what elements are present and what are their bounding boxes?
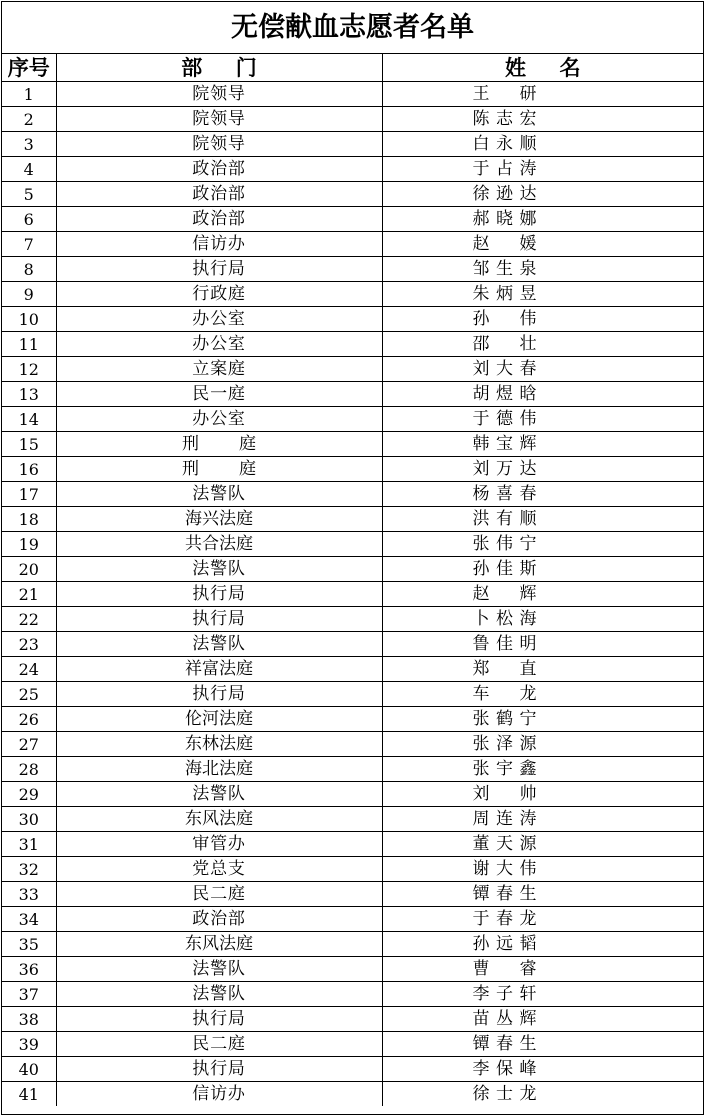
table-row (2, 582, 703, 607)
row-department-cell (56, 707, 382, 732)
row-department: 伦河法庭 (185, 708, 253, 729)
row-index: 8 (2, 257, 56, 282)
row-index: 13 (2, 382, 56, 407)
row-name: 张伟宁 (472, 533, 537, 554)
table-row (2, 357, 703, 382)
row-name-cell (382, 807, 703, 832)
row-department: 法警队 (192, 558, 246, 579)
row-index: 39 (2, 1032, 56, 1057)
row-department: 院领导 (192, 83, 246, 104)
table-row (2, 232, 703, 257)
row-name: 李子轩 (472, 983, 537, 1004)
row-department-cell (56, 157, 382, 182)
row-department-cell (56, 632, 382, 657)
row-name: 洪有顺 (472, 508, 537, 529)
table-row (2, 132, 703, 157)
row-name: 卜松海 (472, 608, 537, 629)
row-name-cell (382, 307, 703, 332)
row-department: 执行局 (192, 258, 246, 279)
row-name-cell (382, 957, 703, 982)
row-index: 15 (2, 432, 56, 457)
row-name: 镡春生 (472, 883, 537, 904)
table-row (2, 857, 703, 882)
table-row (2, 632, 703, 657)
row-name: 曹睿 (472, 958, 537, 979)
header-index: 序号 (2, 54, 56, 82)
row-department: 院领导 (192, 108, 246, 129)
row-department-cell (56, 782, 382, 807)
row-name: 韩宝辉 (472, 433, 537, 454)
row-index: 10 (2, 307, 56, 332)
row-index: 37 (2, 982, 56, 1007)
row-name: 车龙 (472, 683, 537, 704)
row-name: 于德伟 (472, 408, 537, 429)
row-department-cell (56, 457, 382, 482)
table-row (2, 882, 703, 907)
row-name-cell (382, 1007, 703, 1032)
row-department: 民二庭 (192, 883, 246, 904)
row-name: 镡春生 (472, 1033, 537, 1054)
row-department: 民二庭 (192, 1033, 246, 1054)
row-index: 30 (2, 807, 56, 832)
row-department: 祥富法庭 (185, 658, 253, 679)
row-name-cell (382, 407, 703, 432)
row-department-cell (56, 957, 382, 982)
table-row (2, 982, 703, 1007)
row-name-cell (382, 757, 703, 782)
table-row (2, 482, 703, 507)
row-name: 赵媛 (472, 233, 537, 254)
table-row (2, 807, 703, 832)
row-department: 办公室 (192, 308, 246, 329)
row-department: 刑庭 (182, 433, 256, 454)
table-row (2, 732, 703, 757)
row-index: 6 (2, 207, 56, 232)
row-department: 政治部 (192, 183, 246, 204)
row-name: 邵壮 (472, 333, 537, 354)
row-department: 法警队 (192, 783, 246, 804)
row-name-cell (382, 732, 703, 757)
row-name: 孙远韬 (472, 933, 537, 954)
row-name-cell (382, 707, 703, 732)
row-name-cell (382, 882, 703, 907)
table-row (2, 832, 703, 857)
table-row (2, 932, 703, 957)
table-row (2, 332, 703, 357)
row-department-cell (56, 232, 382, 257)
row-name-cell (382, 832, 703, 857)
row-index: 25 (2, 682, 56, 707)
row-name: 苗丛辉 (472, 1008, 537, 1029)
row-department: 法警队 (192, 633, 246, 654)
row-department: 信访办 (192, 233, 246, 254)
table-row (2, 757, 703, 782)
row-index: 28 (2, 757, 56, 782)
table-row (2, 682, 703, 707)
row-name: 郑直 (472, 658, 537, 679)
row-department-cell (56, 407, 382, 432)
row-department-cell (56, 732, 382, 757)
row-department: 法警队 (192, 983, 246, 1004)
row-name-cell (382, 432, 703, 457)
row-name-cell (382, 982, 703, 1007)
row-department-cell (56, 507, 382, 532)
row-department: 海兴法庭 (185, 508, 253, 529)
row-index: 23 (2, 632, 56, 657)
row-department: 东林法庭 (185, 733, 253, 754)
row-name-cell (382, 932, 703, 957)
row-index: 26 (2, 707, 56, 732)
row-department-cell (56, 1007, 382, 1032)
header-name: 姓名 (382, 54, 703, 82)
table-row (2, 707, 703, 732)
row-department: 政治部 (192, 158, 246, 179)
row-index: 34 (2, 907, 56, 932)
row-name-cell (382, 182, 703, 207)
row-department: 院领导 (192, 133, 246, 154)
row-name-cell (382, 632, 703, 657)
table-row (2, 1032, 703, 1057)
row-department-cell (56, 532, 382, 557)
row-department: 办公室 (192, 408, 246, 429)
table-body (2, 82, 703, 1107)
table-row (2, 1082, 703, 1107)
row-name: 王研 (472, 83, 537, 104)
row-department: 执行局 (192, 608, 246, 629)
row-department: 法警队 (192, 958, 246, 979)
table-row (2, 1007, 703, 1032)
row-department: 海北法庭 (185, 758, 253, 779)
row-department: 东风法庭 (185, 933, 253, 954)
row-department-cell (56, 357, 382, 382)
row-department: 执行局 (192, 1008, 246, 1029)
row-name: 杨喜春 (472, 483, 537, 504)
row-name: 郝晓娜 (472, 208, 537, 229)
row-department-cell (56, 907, 382, 932)
row-name-cell (382, 157, 703, 182)
row-name: 邹生泉 (472, 258, 537, 279)
volunteer-list-sheet (1, 1, 704, 1115)
row-department: 党总支 (192, 858, 246, 879)
row-index: 38 (2, 1007, 56, 1032)
table-row (2, 607, 703, 632)
row-department-cell (56, 482, 382, 507)
row-index: 16 (2, 457, 56, 482)
row-department-cell (56, 932, 382, 957)
row-name: 孙伟 (472, 308, 537, 329)
table-row (2, 107, 703, 132)
row-department: 共合法庭 (185, 533, 253, 554)
row-index: 40 (2, 1057, 56, 1082)
row-name: 刘帅 (472, 783, 537, 804)
row-index: 1 (2, 82, 56, 107)
row-name: 于春龙 (472, 908, 537, 929)
row-index: 3 (2, 132, 56, 157)
row-name: 孙佳斯 (472, 558, 537, 579)
row-index: 36 (2, 957, 56, 982)
row-index: 2 (2, 107, 56, 132)
row-department-cell (56, 857, 382, 882)
row-department-cell (56, 557, 382, 582)
row-name: 李保峰 (472, 1058, 537, 1079)
row-index: 4 (2, 157, 56, 182)
table-row (2, 1057, 703, 1082)
row-department-cell (56, 82, 382, 107)
row-department-cell (56, 657, 382, 682)
row-department-cell (56, 882, 382, 907)
row-index: 22 (2, 607, 56, 632)
row-name: 张泽源 (472, 733, 537, 754)
row-index: 7 (2, 232, 56, 257)
row-name-cell (382, 232, 703, 257)
row-name-cell (382, 482, 703, 507)
table-row (2, 432, 703, 457)
row-index: 19 (2, 532, 56, 557)
row-index: 5 (2, 182, 56, 207)
row-name-cell (382, 132, 703, 157)
row-department: 政治部 (192, 208, 246, 229)
table-row (2, 157, 703, 182)
table-row (2, 182, 703, 207)
row-department: 审管办 (192, 833, 246, 854)
row-name-cell (382, 1057, 703, 1082)
header-department: 部门 (56, 54, 382, 82)
row-name-cell (382, 907, 703, 932)
row-department: 执行局 (192, 583, 246, 604)
row-name: 谢大伟 (472, 858, 537, 879)
row-index: 9 (2, 282, 56, 307)
row-name: 张宇鑫 (472, 758, 537, 779)
row-name: 张鹤宁 (472, 708, 537, 729)
row-department: 行政庭 (192, 283, 246, 304)
row-name-cell (382, 857, 703, 882)
row-department-cell (56, 982, 382, 1007)
row-department-cell (56, 832, 382, 857)
row-department-cell (56, 307, 382, 332)
row-name-cell (382, 782, 703, 807)
row-index: 29 (2, 782, 56, 807)
table-row (2, 382, 703, 407)
row-name-cell (382, 682, 703, 707)
row-department-cell (56, 607, 382, 632)
table-row (2, 457, 703, 482)
row-index: 27 (2, 732, 56, 757)
row-name-cell (382, 257, 703, 282)
row-department-cell (56, 382, 382, 407)
row-department-cell (56, 432, 382, 457)
row-department-cell (56, 207, 382, 232)
row-name-cell (382, 382, 703, 407)
table-row (2, 907, 703, 932)
row-index: 21 (2, 582, 56, 607)
row-department: 执行局 (192, 683, 246, 704)
table-row (2, 782, 703, 807)
row-department: 民一庭 (192, 383, 246, 404)
row-name: 徐逊达 (472, 183, 537, 204)
row-name: 白永顺 (472, 133, 537, 154)
row-index: 18 (2, 507, 56, 532)
table-row (2, 82, 703, 107)
row-department-cell (56, 282, 382, 307)
row-name-cell (382, 457, 703, 482)
row-index: 33 (2, 882, 56, 907)
row-department-cell (56, 332, 382, 357)
row-department-cell (56, 682, 382, 707)
row-name-cell (382, 357, 703, 382)
row-name-cell (382, 207, 703, 232)
row-department: 法警队 (192, 483, 246, 504)
row-name: 鲁佳明 (472, 633, 537, 654)
row-department-cell (56, 1057, 382, 1082)
row-name: 徐士龙 (472, 1083, 537, 1104)
row-department: 刑庭 (182, 458, 256, 479)
table-row (2, 657, 703, 682)
row-department-cell (56, 257, 382, 282)
row-department-cell (56, 107, 382, 132)
table-row (2, 282, 703, 307)
row-department: 办公室 (192, 333, 246, 354)
table-row (2, 957, 703, 982)
row-name-cell (382, 532, 703, 557)
row-index: 20 (2, 557, 56, 582)
row-department-cell (56, 1082, 382, 1107)
row-department-cell (56, 807, 382, 832)
row-department: 信访办 (192, 1083, 246, 1104)
row-department: 立案庭 (192, 358, 246, 379)
table-row (2, 557, 703, 582)
row-name-cell (382, 332, 703, 357)
row-index: 14 (2, 407, 56, 432)
row-name: 刘大春 (472, 358, 537, 379)
row-index: 12 (2, 357, 56, 382)
row-name-cell (382, 507, 703, 532)
row-name: 赵辉 (472, 583, 537, 604)
row-name-cell (382, 1082, 703, 1107)
row-name-cell (382, 82, 703, 107)
row-name: 陈志宏 (472, 108, 537, 129)
row-name-cell (382, 607, 703, 632)
row-department: 政治部 (192, 908, 246, 929)
table-row (2, 257, 703, 282)
table-row (2, 507, 703, 532)
row-name: 朱炳昱 (472, 283, 537, 304)
row-name-cell (382, 657, 703, 682)
row-index: 31 (2, 832, 56, 857)
table-row (2, 532, 703, 557)
row-name-cell (382, 557, 703, 582)
table-header-row (2, 54, 703, 82)
row-index: 35 (2, 932, 56, 957)
volunteer-table (2, 54, 703, 1106)
row-name: 周连涛 (472, 808, 537, 829)
row-name: 刘万达 (472, 458, 537, 479)
table-row (2, 407, 703, 432)
row-department-cell (56, 1032, 382, 1057)
page-title: 无偿献血志愿者名单 (2, 2, 703, 54)
row-name: 胡煜晗 (472, 383, 537, 404)
row-name: 于占涛 (472, 158, 537, 179)
row-index: 11 (2, 332, 56, 357)
row-name: 董天源 (472, 833, 537, 854)
row-name-cell (382, 582, 703, 607)
row-index: 41 (2, 1082, 56, 1107)
row-name-cell (382, 282, 703, 307)
row-name-cell (382, 107, 703, 132)
row-name-cell (382, 1032, 703, 1057)
table-row (2, 307, 703, 332)
table-row (2, 207, 703, 232)
row-department-cell (56, 182, 382, 207)
row-department-cell (56, 582, 382, 607)
row-department: 东风法庭 (185, 808, 253, 829)
row-index: 32 (2, 857, 56, 882)
row-department-cell (56, 132, 382, 157)
row-department: 执行局 (192, 1058, 246, 1079)
row-index: 17 (2, 482, 56, 507)
row-department-cell (56, 757, 382, 782)
row-index: 24 (2, 657, 56, 682)
